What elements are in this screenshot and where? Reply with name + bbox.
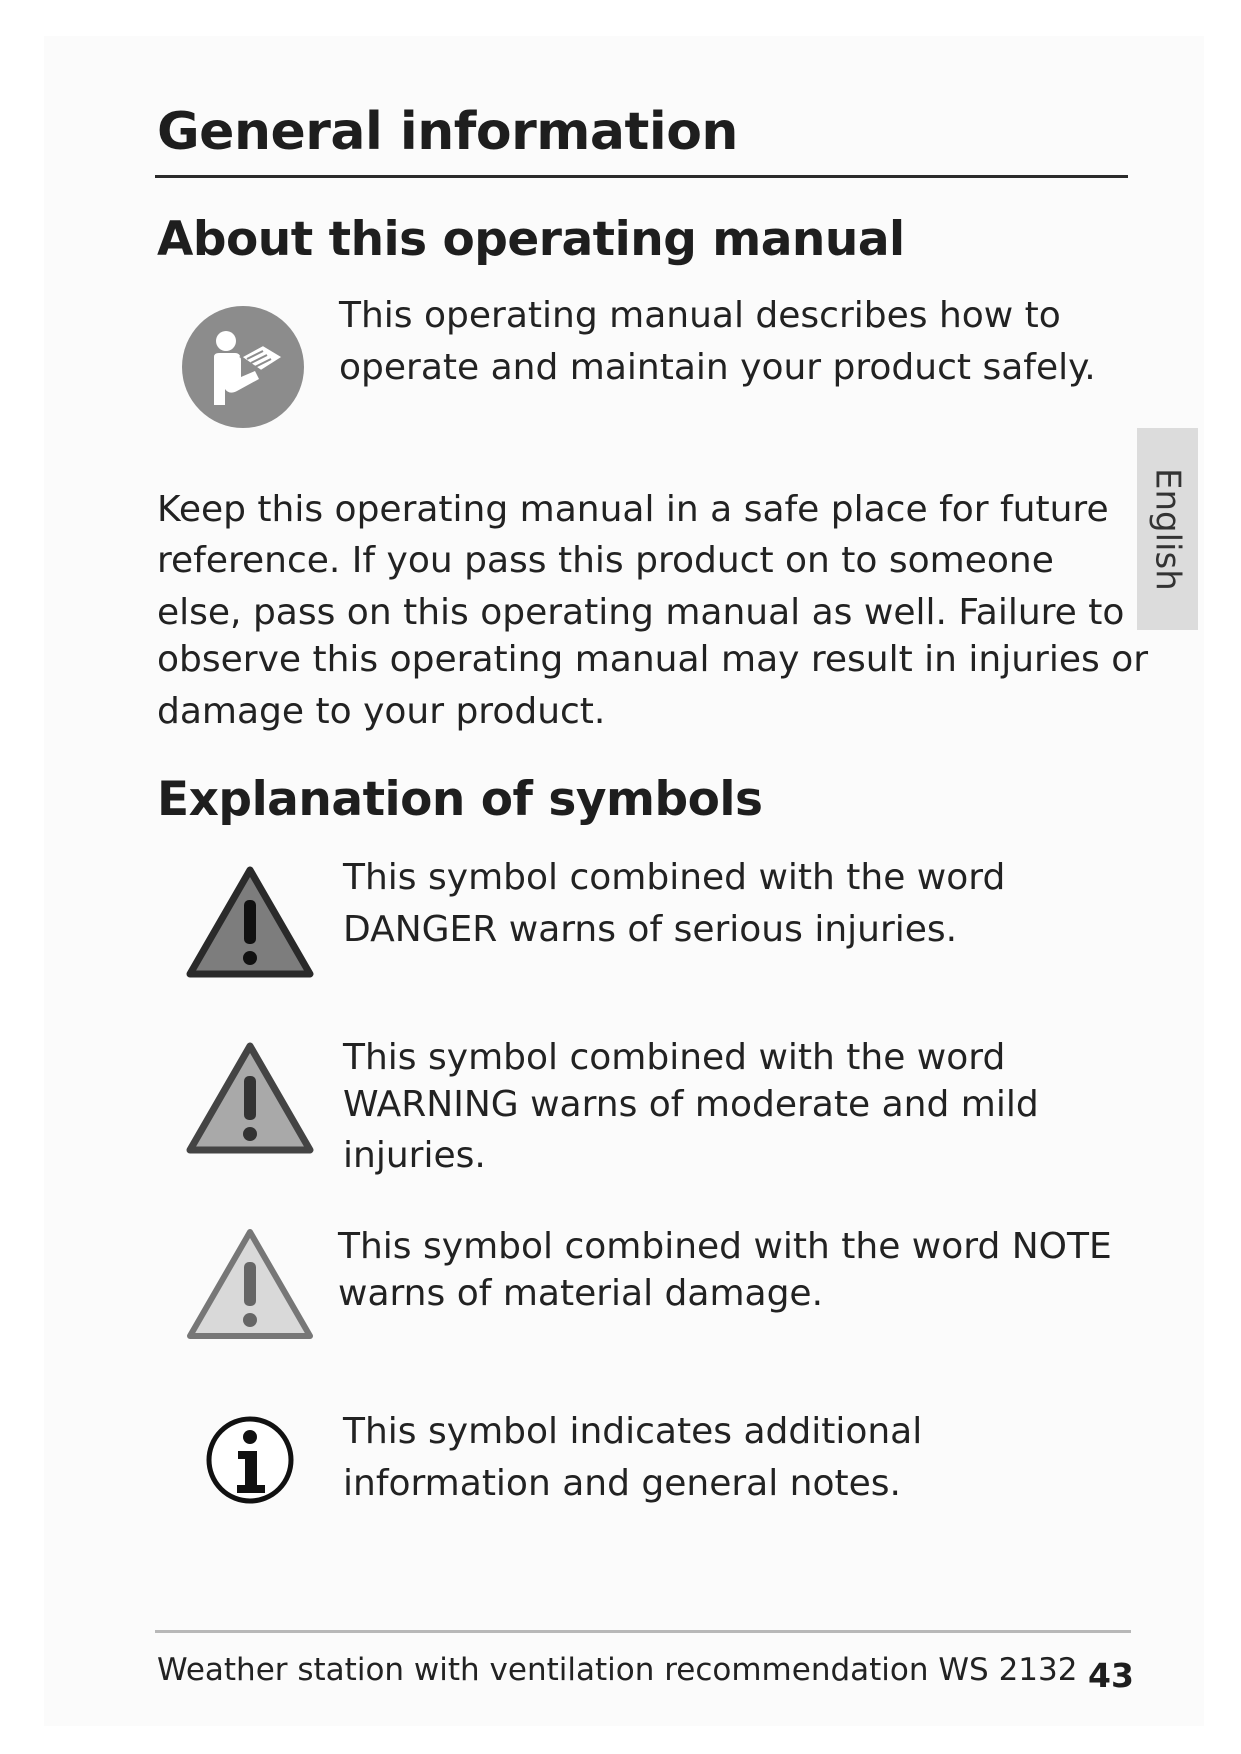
note-line-1: This symbol combined with the word NOTE <box>338 1226 1112 1267</box>
footer-divider <box>155 1630 1131 1633</box>
title-divider <box>155 175 1128 178</box>
about-intro-line-2: operate and maintain your product safely. <box>339 347 1096 388</box>
language-tab <box>1137 428 1198 630</box>
about-paragraph-line: observe this operating manual may result in injuries or <box>157 639 1149 680</box>
about-paragraph-line: reference. If you pass this product on to someone <box>157 540 1054 581</box>
read-manual-icon <box>181 305 305 429</box>
footer-text: Weather station with ventilation recommendation WS 2132 <box>157 1652 1078 1688</box>
danger-line-1: This symbol combined with the word <box>343 857 1006 898</box>
page-number: 43 <box>1088 1656 1134 1695</box>
note-line-2: warns of material damage. <box>338 1273 824 1314</box>
about-intro-line-1: This operating manual describes how to <box>339 295 1061 336</box>
note-triangle-icon <box>186 1226 314 1342</box>
info-line-1: This symbol indicates additional <box>343 1411 923 1452</box>
about-heading: About this operating manual <box>157 212 905 267</box>
danger-line-2: DANGER warns of serious injuries. <box>343 909 958 950</box>
warning-line-3: injuries. <box>343 1135 486 1176</box>
about-paragraph-line: Keep this operating manual in a safe place for future <box>157 489 1109 530</box>
warning-triangle-icon <box>186 1040 314 1156</box>
language-tab-label: English <box>1147 467 1188 591</box>
warning-line-1: This symbol combined with the word <box>343 1037 1006 1078</box>
info-line-2: information and general notes. <box>343 1463 901 1504</box>
page-title: General information <box>157 102 738 162</box>
warning-line-2: WARNING warns of moderate and mild <box>343 1084 1039 1125</box>
symbols-heading: Explanation of symbols <box>157 772 763 827</box>
info-icon <box>205 1415 295 1505</box>
about-paragraph-line: else, pass on this operating manual as well. Failure to <box>157 592 1125 633</box>
about-paragraph-line: damage to your product. <box>157 691 606 732</box>
danger-triangle-icon <box>186 864 314 980</box>
